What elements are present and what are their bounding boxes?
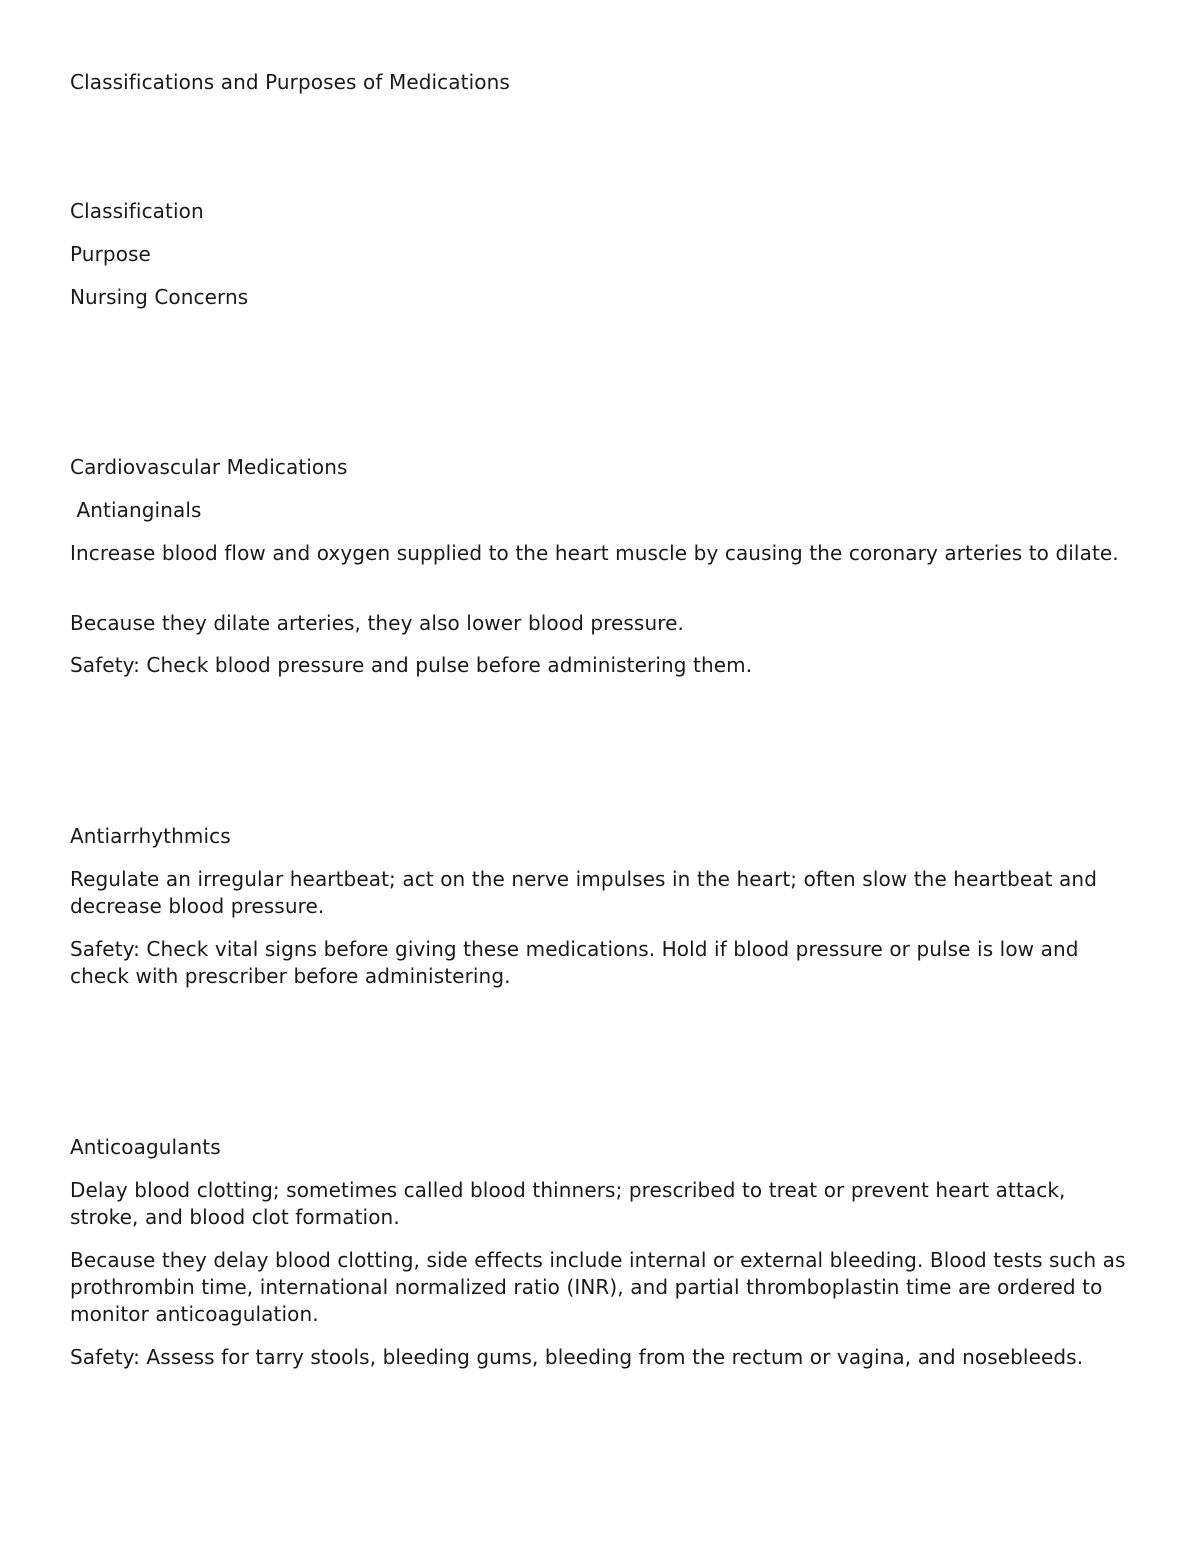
entry-purpose-antianginals: Increase blood flow and oxygen supplied to the heart muscle by causing the coronary arteries to dilate. xyxy=(70,541,1119,565)
document-title: Classifications and Purposes of Medications xyxy=(70,70,510,94)
entry-purpose-antiarrhythmics: Regulate an irregular heartbeat; act on the nerve impulses in the heart; often slow the heartbeat and decrease blood pressure. xyxy=(70,867,1097,918)
entry-safety-antiarrhythmics: Safety: Check vital signs before giving these medications. Hold if blood pressure or pulse is low and check with prescriber before administering. xyxy=(70,937,1079,988)
entry-name-antianginals: Antianginals xyxy=(70,498,202,522)
entry-name-anticoagulants: Anticoagulants xyxy=(70,1135,221,1159)
header-classification: Classification xyxy=(70,199,204,223)
entry-safety-antianginals: Safety: Check blood pressure and pulse before administering them. xyxy=(70,653,753,677)
entry-safety-anticoagulants: Safety: Assess for tarry stools, bleeding gums, bleeding from the rectum or vagina, and nosebleeds. xyxy=(70,1345,1084,1369)
entry-concern-antianginals: Because they dilate arteries, they also lower blood pressure. xyxy=(70,611,684,635)
header-nursing-concerns: Nursing Concerns xyxy=(70,285,249,309)
entry-name-antiarrhythmics: Antiarrhythmics xyxy=(70,824,231,848)
section-heading: Cardiovascular Medications xyxy=(70,455,348,479)
entry-purpose-anticoagulants: Delay blood clotting; sometimes called blood thinners; prescribed to treat or prevent heart attack, stroke, and blood clot formation. xyxy=(70,1178,1066,1229)
entry-concern-anticoagulants: Because they delay blood clotting, side effects include internal or external bleeding. Blood tests such as prothrombin time, international normalized ratio (INR), and partial thromboplastin time are ordered to monitor anticoagulation. xyxy=(70,1248,1126,1326)
header-purpose: Purpose xyxy=(70,242,151,266)
